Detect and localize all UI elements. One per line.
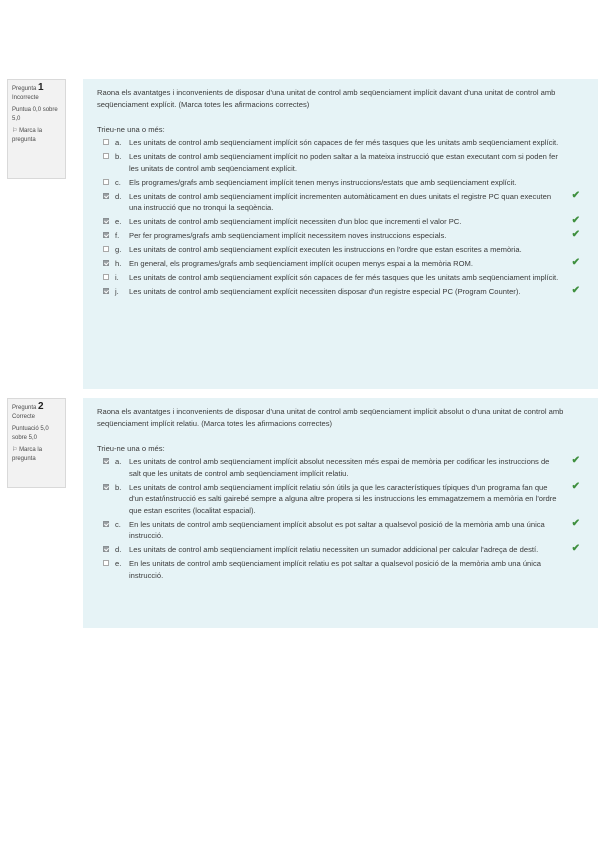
- answer-option[interactable]: [97, 258, 586, 270]
- answer-checkbox[interactable]: [103, 484, 109, 490]
- option-text: Les unitats de control amb seqüenciament implícit relatiu són útils ja que les característiques típiques d'un programa fan que d'un estat/instrucció es salti gairebé sempre a alguna altre propera si les instruccions les emmagatzemem a memòria en l'ordre que estan escrites (localitat espacial).: [129, 482, 557, 515]
- answer-option[interactable]: [97, 482, 586, 517]
- option-text: En general, els programes/grafs amb seqüenciament implícit ocupen menys espai a la memòria ROM.: [129, 259, 473, 268]
- correct-check-icon: ✔: [571, 455, 580, 466]
- option-letter: j.: [115, 287, 119, 296]
- option-text: Les unitats de control amb seqüenciament explícit executen les instruccions en l'ordre que estan escrites a memòria.: [129, 245, 522, 254]
- answer-option[interactable]: [97, 151, 586, 174]
- answer-prompt: Trieu-ne una o més:: [97, 444, 165, 453]
- answer-checkbox[interactable]: [103, 288, 109, 294]
- answer-option[interactable]: [97, 191, 586, 214]
- answer-checkbox[interactable]: [103, 546, 109, 552]
- answer-options: [97, 456, 586, 581]
- option-text: Per fer programes/grafs amb seqüenciament implícit necessitem noves instruccions especials.: [129, 231, 447, 240]
- option-text: Les unitats de control amb seqüenciament implícit relatiu necessiten un sumador addicional per calcular l'adreça de destí.: [129, 545, 539, 554]
- option-letter: a.: [115, 138, 122, 147]
- answer-checkbox[interactable]: [103, 179, 109, 185]
- question-status: Incorrecte: [12, 94, 39, 101]
- correct-check-icon: ✔: [571, 285, 580, 296]
- option-text: En les unitats de control amb seqüenciament implícit absolut es pot saltar a qualsevol posició de la memòria amb una única instrucció.: [129, 519, 545, 540]
- answer-checkbox[interactable]: [103, 260, 109, 266]
- flag-icon: ⚐: [12, 128, 18, 134]
- answer-options: [97, 137, 586, 298]
- question-content: [83, 79, 598, 389]
- answer-option[interactable]: [97, 137, 586, 149]
- option-text: Les unitats de control amb seqüenciament explícit necessiten disposar d'un registre especial PC (Program Counter).: [129, 287, 521, 296]
- option-letter: d.: [115, 545, 122, 554]
- option-text: Les unitats de control amb seqüenciament implícit incrementen automàticament en dues unitats el registre PC quan executen una instrucció que no tronqui la seqüència.: [129, 191, 552, 212]
- question-number: Pregunta 1: [12, 82, 44, 93]
- option-letter: g.: [115, 245, 122, 254]
- answer-option[interactable]: [97, 272, 586, 284]
- option-text: Les unitats de control amb seqüenciament explícit són capaces de fer més tasques que les unitats amb seqüenciament implícit.: [129, 273, 559, 282]
- correct-check-icon: ✔: [571, 517, 580, 529]
- answer-option[interactable]: [97, 244, 586, 256]
- answer-checkbox[interactable]: [103, 521, 109, 527]
- answer-checkbox[interactable]: [103, 193, 109, 199]
- option-letter: b.: [115, 482, 122, 492]
- option-text: Les unitats de control amb seqüenciament implícit absolut necessiten més espai de memòria per codificar les instruccions de salt que les unitats de control amb seqüenciament implícit relatiu.: [129, 457, 550, 478]
- question-text: Raona els avantatges i inconvenients de disposar d'una unitat de control amb seqüenciament implícit davant d'una unitat de control amb seqüenciament explícit. (Marca totes les afirmacions correctes): [97, 88, 556, 109]
- option-letter: h.: [115, 259, 122, 268]
- option-text: Les unitats de control amb seqüenciament implícit no poden saltar a la mateixa instrucció que estan executant com si poden fer les unitats de control amb seqüenciament explícit.: [129, 152, 558, 173]
- answer-checkbox[interactable]: [103, 139, 109, 145]
- option-text: En les unitats de control amb seqüenciament implícit relatiu es pot saltar a qualsevol posició de la memòria amb una única instrucció.: [129, 559, 541, 580]
- question-score: Puntua 0,0 sobre 5,0: [12, 107, 58, 122]
- option-letter: c.: [115, 177, 121, 187]
- answer-checkbox[interactable]: [103, 246, 109, 252]
- option-letter: i.: [115, 273, 119, 282]
- question-info: [7, 398, 66, 488]
- answer-option[interactable]: [97, 230, 586, 242]
- question-info: [7, 79, 66, 179]
- answer-option[interactable]: [97, 558, 586, 581]
- correct-check-icon: ✔: [571, 480, 580, 492]
- question-content: [83, 398, 598, 628]
- option-letter: e.: [115, 559, 122, 568]
- answer-prompt: Trieu-ne una o més:: [97, 125, 165, 134]
- answer-option[interactable]: [97, 519, 586, 542]
- option-letter: a.: [115, 457, 122, 466]
- option-letter: b.: [115, 152, 122, 161]
- correct-check-icon: ✔: [571, 543, 580, 554]
- option-letter: c.: [115, 519, 121, 529]
- option-text: Les unitats de control amb seqüenciament implícit són capaces de fer més tasques que les unitats amb seqüenciament explícit.: [129, 138, 559, 147]
- option-letter: e.: [115, 217, 122, 226]
- question-number: Pregunta 2: [12, 401, 44, 412]
- option-letter: f.: [115, 231, 120, 240]
- option-text: Les unitats de control amb seqüenciament implícit necessiten d'un bloc que incrementi el valor PC.: [129, 217, 462, 226]
- answer-option[interactable]: [97, 216, 586, 228]
- question-text: Raona els avantatges i inconvenients de disposar d'una unitat de control amb seqüenciament implícit absolut o d'una unitat de control amb seqüenciament implícit relatiu. (Marca totes les afirmacions correctes): [97, 407, 564, 428]
- answer-checkbox[interactable]: [103, 232, 109, 238]
- flag-icon: ⚐: [12, 447, 18, 453]
- answer-checkbox[interactable]: [103, 274, 109, 280]
- correct-check-icon: ✔: [571, 215, 580, 226]
- answer-option[interactable]: [97, 177, 586, 189]
- answer-option[interactable]: [97, 456, 586, 479]
- answer-option[interactable]: [97, 544, 586, 556]
- correct-check-icon: ✔: [571, 189, 580, 201]
- flag-question-link[interactable]: ⚐ Marca la pregunta: [12, 447, 43, 462]
- answer-checkbox[interactable]: [103, 218, 109, 224]
- option-letter: d.: [115, 191, 122, 201]
- correct-check-icon: ✔: [571, 257, 580, 268]
- flag-question-link[interactable]: ⚐ Marca la pregunta: [12, 128, 43, 143]
- question-score: Puntuació 5,0 sobre 5,0: [12, 426, 49, 441]
- question-status: Correcte: [12, 413, 36, 420]
- option-text: Els programes/grafs amb seqüenciament implícit tenen menys instruccions/estats que amb seqüenciament explícit.: [129, 177, 517, 187]
- correct-check-icon: ✔: [571, 229, 580, 240]
- answer-checkbox[interactable]: [103, 153, 109, 159]
- answer-option[interactable]: [97, 286, 586, 298]
- answer-checkbox[interactable]: [103, 458, 109, 464]
- answer-checkbox[interactable]: [103, 560, 109, 566]
